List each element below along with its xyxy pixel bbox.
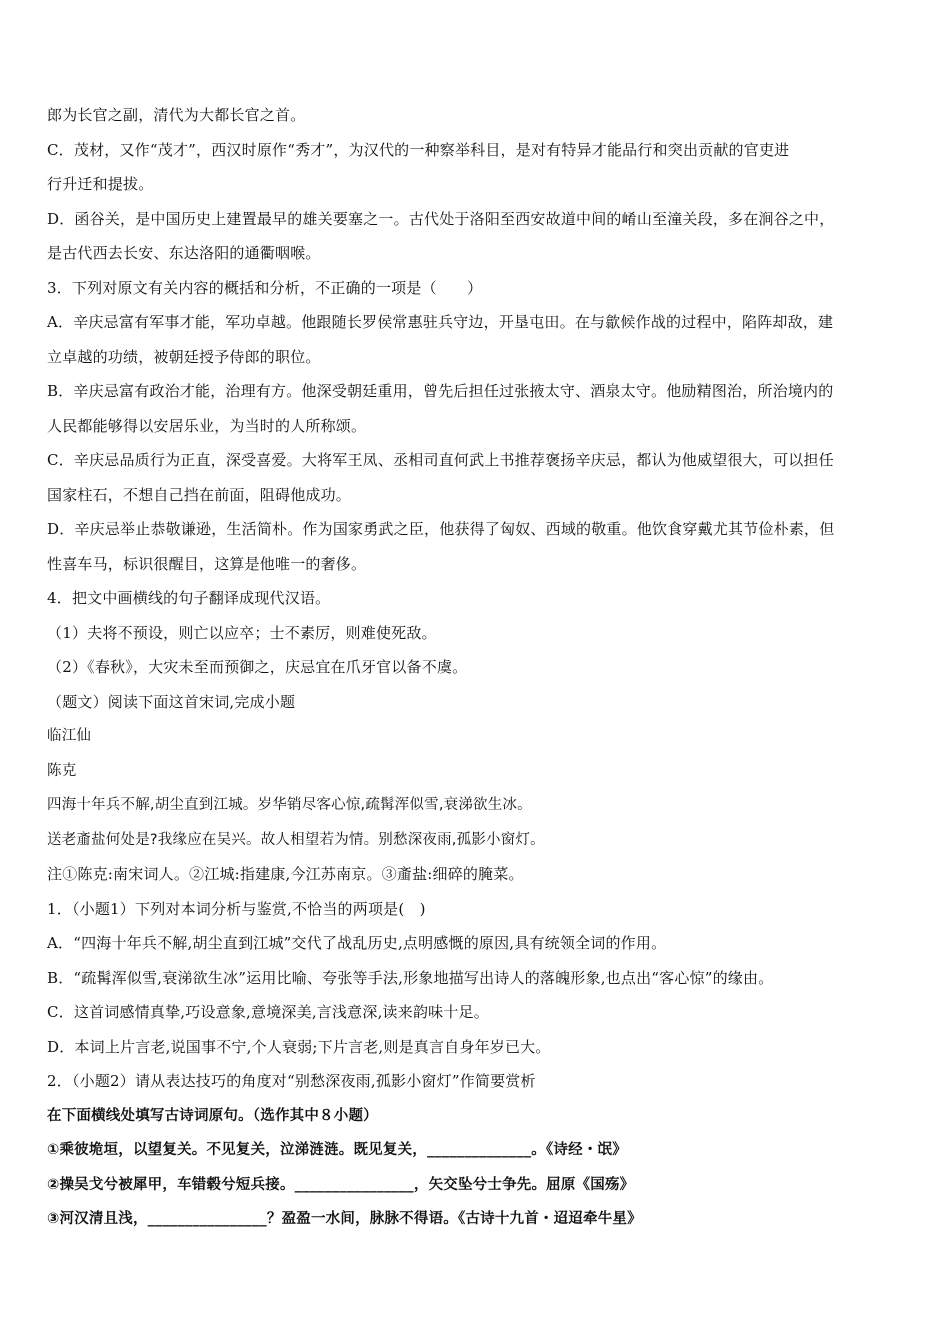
text-line: 立卓越的功绩，被朝廷授予侍郎的职位。 [47, 347, 321, 366]
text-line: 性喜车马，标识很醒目，这算是他唯一的奢侈。 [47, 554, 367, 573]
text-line: 人民都能够得以安居乐业，为当时的人所称颂。 [47, 416, 367, 435]
poem-verse-1: 四海十年兵不解,胡尘直到江城。岁华销尽客心惊,疏髯浑似雪,衰涕欲生冰。 [47, 797, 532, 813]
fill-in-item-1: ①乘彼垝垣，以望复关。不见复关，泣涕涟涟。既见复关，______________。《诗经・氓》 [47, 1142, 627, 1158]
subquestion-1: 1．（小题1）下列对本词分析与鉴赏,不恰当的两项是( ) [47, 899, 426, 918]
translation-item-1: （1）夫将不预设，则亡以应卒；士不素厉，则难使死敌。 [47, 623, 437, 642]
question-3-option-c: C．辛庆忌品质行为正直，深受喜爱。大将军王凤、丞相司直何武上书推荐褒扬辛庆忌，都认为他威望很大，可以担任 [47, 451, 834, 469]
poem-author: 陈克 [47, 762, 77, 779]
subquestion-2: 2．（小题2）请从表达技巧的角度对“别愁深夜雨,孤影小窗灯”作简要赏析 [47, 1072, 536, 1090]
option-d-text: D．函谷关，是中国历史上建置最早的雄关要塞之一。古代处于洛阳至西安故道中间的崤山至潼关段，多在涧谷之中， [47, 209, 835, 228]
subquestion-1-option-d: D．本词上片言老,说国事不宁,个人衰弱;下片言老,则是真言自身年岁已大。 [47, 1037, 551, 1056]
fill-in-item-3: ③河汉清且浅，________________？盈盈一水间，脉脉不得语。《古诗十九首・迢迢牵牛星》 [47, 1211, 642, 1227]
text-line: 国家柱石，不想自己挡在前面，阻碍他成功。 [47, 485, 352, 504]
poem-notes: 注①陈克:南宋词人。②江城:指建康,今江苏南京。③齑盐:细碎的腌菜。 [47, 865, 524, 883]
option-c-text: C．茂材，又作“茂才”，西汉时原作“秀才”，为汉代的一种察举科目，是对有特异才能品行和突出贡献的官吏进 [47, 140, 790, 159]
text-line: 行升迁和提拔。 [47, 175, 154, 193]
poem-title: 临江仙 [47, 728, 92, 744]
question-3-option-d: D．辛庆忌举止恭敬谦逊，生活简朴。作为国家勇武之臣，他获得了匈奴、西域的敬重。他饮食穿戴尤其节俭朴素，但 [47, 520, 835, 538]
fill-in-item-2: ②操吴戈兮被犀甲，车错毂兮短兵接。________________，矢交坠兮士争先。屈原《国殇》 [47, 1176, 635, 1193]
text-line: 是古代西去长安、东达洛阳的通衢咽喉。 [47, 244, 321, 262]
poem-verse-2: 送老齑盐何处是?我缘应在吴兴。故人相望若为情。别愁深夜雨,孤影小窗灯。 [47, 831, 545, 848]
subquestion-1-option-a: A．“四海十年兵不解,胡尘直到江城”交代了战乱历史,点明感慨的原因,具有统领全词的作用。 [47, 934, 667, 952]
subquestion-1-option-c: C．这首词感情真挚,巧设意象,意境深美,言浅意深,读来韵味十足。 [47, 1003, 489, 1021]
subquestion-1-option-b: B．“疏髯浑似雪,衰涕欲生冰”运用比喻、夸张等手法,形象地描写出诗人的落魄形象,也点出“客心惊”的缘由。 [47, 968, 774, 987]
question-4: 4．把文中画横线的句子翻译成现代汉语。 [47, 589, 331, 607]
question-3-option-a: A．辛庆忌富有军事才能，军功卓越。他跟随长罗侯常惠驻兵守边，开垦屯田。在与歙候作战的过程中，陷阵却敌，建 [47, 313, 834, 331]
translation-item-2: （2）《春秋》，大灾未至而预御之，庆忌宜在爪牙官以备不虞。 [47, 658, 468, 676]
question-3: 3．下列对原文有关内容的概括和分析，不正确的一项是（ ） [47, 278, 483, 297]
poem-section-intro: （题文）阅读下面这首宋词,完成小题 [47, 692, 296, 711]
document-body [47, 98, 909, 1237]
question-3-option-b: B．辛庆忌富有政治才能，治理有方。他深受朝廷重用，曾先后担任过张掖太守、酒泉太守。他励精图治，所治境内的 [47, 382, 834, 400]
fill-in-section-title: 在下面横线处填写古诗词原句。（选作其中８小题） [47, 1107, 378, 1124]
text-line: 郎为长官之副，清代为大都长官之首。 [47, 106, 306, 124]
